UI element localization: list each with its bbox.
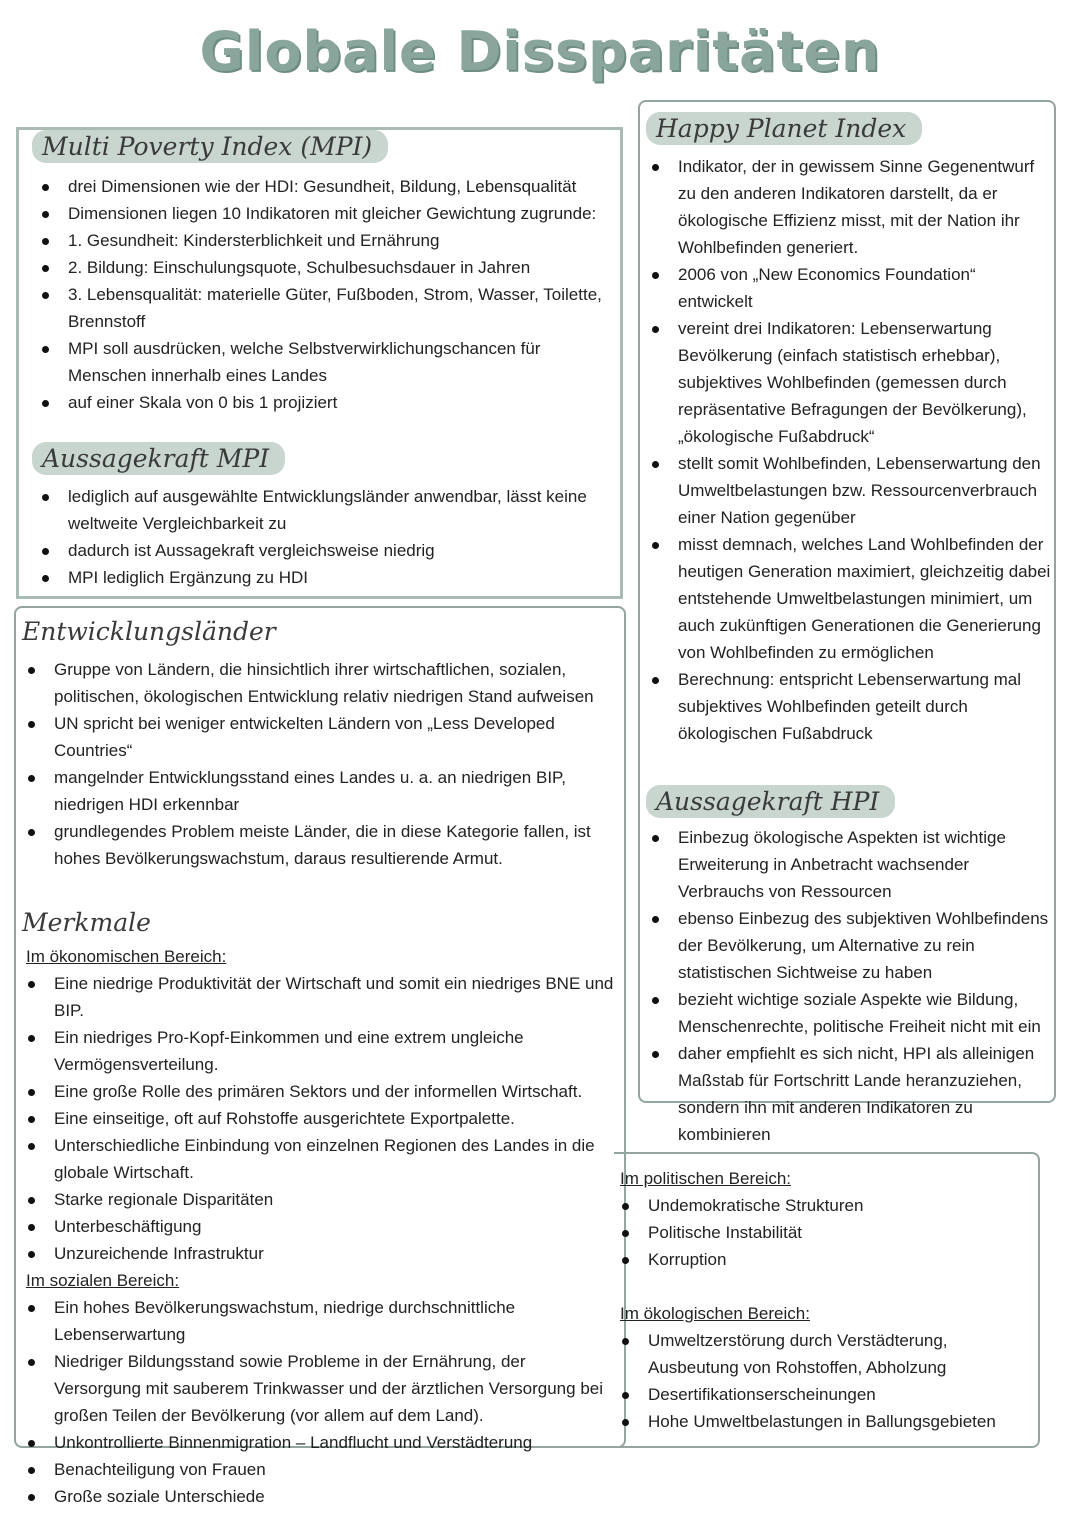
list-item: grundlegendes Problem meiste Länder, die in diese Kategorie fallen, ist hohes Bevölkerungswachstum, daraus resultierende Armut.: [16, 818, 616, 872]
list-item: Korruption: [610, 1246, 1032, 1273]
list-item: Indikator, der in gewissem Sinne Gegenentwurf zu den anderen Indikatoren darstellt, da er ökologische Effizienz misst, mit der Nation ihr Wohlbefinden generiert.: [640, 153, 1052, 261]
list-item: drei Dimensionen wie der HDI: Gesundheit, Bildung, Lebensqualität: [30, 173, 611, 200]
list-item: Unkontrollierte Binnenmigration – Landflucht und Verstädterung: [16, 1429, 616, 1456]
list-item: Gruppe von Ländern, die hinsichtlich ihrer wirtschaftlichen, sozialen, politischen, ökologischen Entwicklung relativ niedrigen Stand aufweisen: [16, 656, 616, 710]
list-item: 3. Lebensqualität: materielle Güter, Fußboden, Strom, Wasser, Toilette, Brennstoff: [30, 281, 611, 335]
list-item: Desertifikationserscheinungen: [610, 1381, 1032, 1408]
list-item: Unzureichende Infrastruktur: [16, 1240, 616, 1267]
mpi-aussage-list: [30, 483, 611, 591]
list-item: 1. Gesundheit: Kindersterblichkeit und Ernährung: [30, 227, 611, 254]
oeko-list: [610, 1327, 1032, 1435]
list-item: stellt somit Wohlbefinden, Lebenserwartung den Umweltbelastungen bzw. Ressourcenverbrauch einer Nation gegenüber: [640, 450, 1052, 531]
list-item: Eine niedrige Produktivität der Wirtschaft und somit ein niedriges BNE und BIP.: [16, 970, 616, 1024]
list-item: Einbezug ökologische Aspekten ist wichtige Erweiterung in Anbetracht wachsender Verbrauchs von Ressourcen: [640, 824, 1052, 905]
list-item: Eine große Rolle des primären Sektors und der informellen Wirtschaft.: [16, 1078, 616, 1105]
list-item: lediglich auf ausgewählte Entwicklungsländer anwendbar, lässt keine weltweite Vergleichbarkeit zu: [30, 483, 611, 537]
mpi-section: [36, 130, 611, 591]
list-item: Ein niedriges Pro-Kopf-Einkommen und eine extrem ungleiche Vermögensverteilung.: [16, 1024, 616, 1078]
list-item: Dimensionen liegen 10 Indikatoren mit gleicher Gewichtung zugrunde:: [30, 200, 611, 227]
list-item: UN spricht bei weniger entwickelten Ländern von „Less Developed Countries“: [16, 710, 616, 764]
list-item: bezieht wichtige soziale Aspekte wie Bildung, Menschenrechte, politische Freiheit nicht mit ein: [640, 986, 1052, 1040]
list-item: Berechnung: entspricht Lebenserwartung mal subjektives Wohlbefinden geteilt durch ökologischen Fußabdruck: [640, 666, 1052, 747]
hpi-aussage-heading: Aussagekraft HPI: [646, 785, 895, 818]
oek-list: [16, 970, 616, 1267]
list-item: dadurch ist Aussagekraft vergleichsweise niedrig: [30, 537, 611, 564]
list-item: misst demnach, welches Land Wohlbefinden der heutigen Generation maximiert, gleichzeitig dabei entstehende Umweltbelastungen minimiert, um auch zukünftigen Generationen die Generierung von Wohlbefinden zu ermöglichen: [640, 531, 1052, 666]
list-item: Unterbeschäftigung: [16, 1213, 616, 1240]
list-item: Große soziale Unterschiede: [16, 1483, 616, 1510]
list-item: Benachteiligung von Frauen: [16, 1456, 616, 1483]
hpi-section: [650, 112, 1052, 1148]
list-item: Niedriger Bildungsstand sowie Probleme in der Ernährung, der Versorgung mit sauberem Trinkwasser und der ärztlichen Versorgung bei großen Teilen der Bevölkerung (vor allem auf dem Land).: [16, 1348, 616, 1429]
soz-label: Im sozialen Bereich:: [26, 1271, 180, 1290]
list-item: Ein hohes Bevölkerungswachstum, niedrige durchschnittliche Lebenserwartung: [16, 1294, 616, 1348]
list-item: ebenso Einbezug des subjektiven Wohlbefindens der Bevölkerung, um Alternative zu rein statistischen Sichtweise zu haben: [640, 905, 1052, 986]
list-item: Unterschiedliche Einbindung von einzelnen Regionen des Landes in die globale Wirtschaft.: [16, 1132, 616, 1186]
soz-list: [16, 1294, 616, 1510]
merkmale-heading: Merkmale: [22, 908, 151, 937]
mpi-heading: Multi Poverty Index (MPI): [32, 130, 388, 163]
list-item: Politische Instabilität: [610, 1219, 1032, 1246]
el-section: [22, 615, 616, 1510]
list-item: MPI lediglich Ergänzung zu HDI: [30, 564, 611, 591]
oek-label: Im ökonomischen Bereich:: [26, 947, 227, 966]
list-item: Starke regionale Disparitäten: [16, 1186, 616, 1213]
hpi-heading: Happy Planet Index: [646, 112, 922, 145]
list-item: Hohe Umweltbelastungen in Ballungsgebieten: [610, 1408, 1032, 1435]
list-item: Eine einseitige, oft auf Rohstoffe ausgerichtete Exportpalette.: [16, 1105, 616, 1132]
list-item: 2. Bildung: Einschulungsquote, Schulbesuchsdauer in Jahren: [30, 254, 611, 281]
list-item: Umweltzerstörung durch Verstädterung, Ausbeutung von Rohstoffen, Abholzung: [610, 1327, 1032, 1381]
el-heading: Entwicklungsländer: [22, 617, 276, 646]
hpi-list: [640, 153, 1052, 747]
pol-section: [620, 1165, 1032, 1435]
list-item: vereint drei Indikatoren: Lebenserwartung Bevölkerung (einfach statistisch erhebbar), subjektives Wohlbefinden (gemessen durch repräsentative Befragungen der Bevölkerung), „ökologische Fußabdruck“: [640, 315, 1052, 450]
el-list: [16, 656, 616, 872]
mpi-aussage-heading: Aussagekraft MPI: [32, 442, 285, 475]
hpi-aussage-list: [640, 824, 1052, 1148]
list-item: 2006 von „New Economics Foundation“ entwickelt: [640, 261, 1052, 315]
list-item: mangelnder Entwicklungsstand eines Landes u. a. an niedrigen BIP, niedrigen HDI erkennbar: [16, 764, 616, 818]
oeko-label: Im ökologischen Bereich:: [620, 1304, 810, 1323]
list-item: auf einer Skala von 0 bis 1 projiziert: [30, 389, 611, 416]
pol-list: [610, 1192, 1032, 1273]
mpi-list: [30, 173, 611, 416]
list-item: daher empfiehlt es sich nicht, HPI als alleinigen Maßstab für Fortschritt Lande heranzuziehen, sondern ihn mit anderen Indikatoren zu kombinieren: [640, 1040, 1052, 1148]
pol-label: Im politischen Bereich:: [620, 1169, 792, 1188]
list-item: Undemokratische Strukturen: [610, 1192, 1032, 1219]
list-item: MPI soll ausdrücken, welche Selbstverwirklichungschancen für Menschen innerhalb eines Landes: [30, 335, 611, 389]
page-title: Globale Dissparitäten: [199, 20, 881, 83]
